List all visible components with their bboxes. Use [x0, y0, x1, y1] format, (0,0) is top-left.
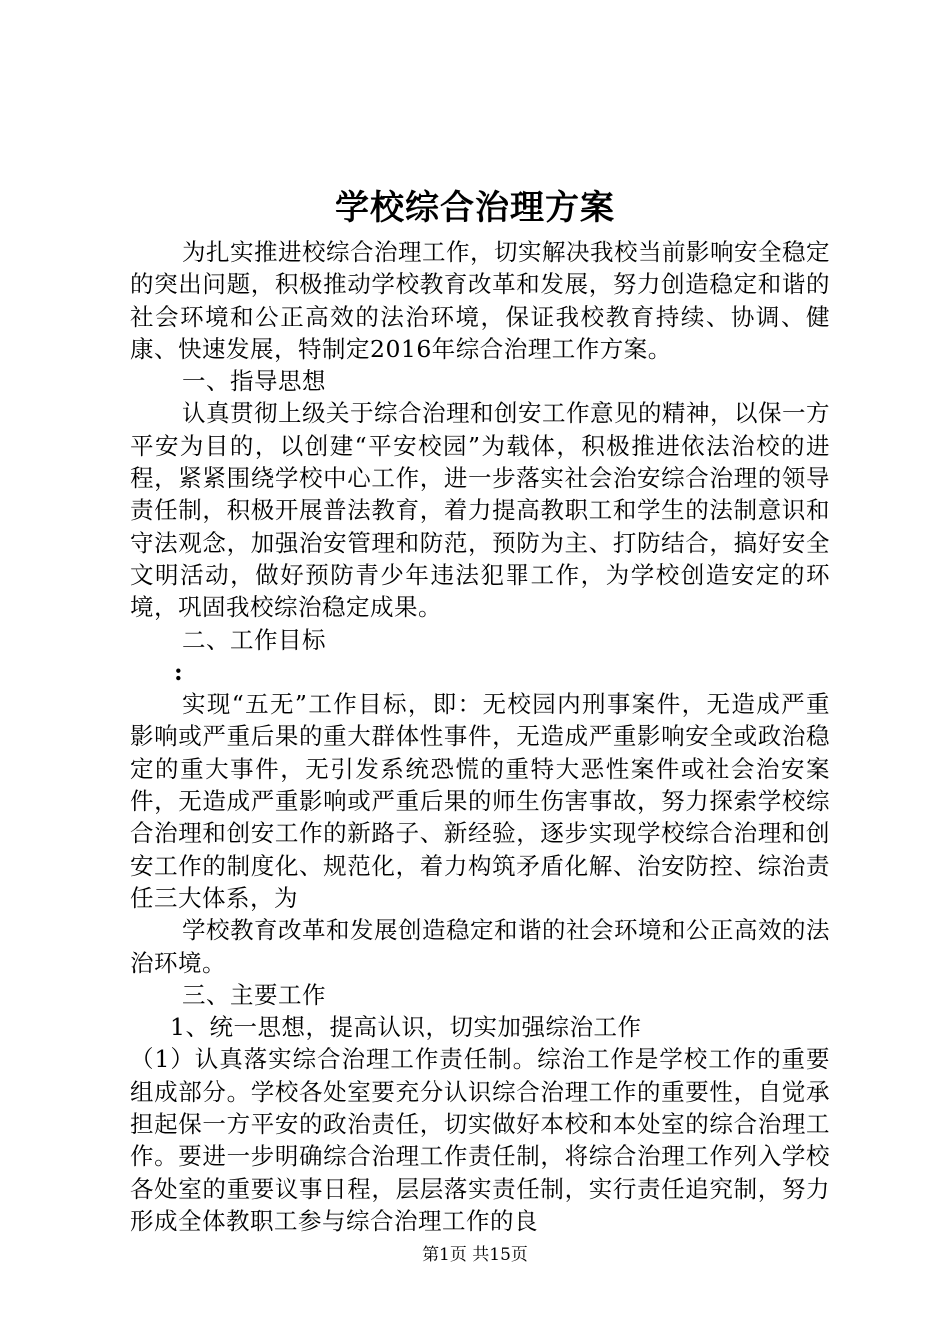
page-number: 第1页 共15页 — [422, 1245, 528, 1265]
section-heading-main-work: 三、主要工作 — [182, 980, 326, 1009]
intro-paragraph: 为扎实推进校综合治理工作，切实解决我校当前影响安全稳定的突出问题，积极推动学校教育改革和发展，努力创造稳定和谐的社会环境和公正高效的法治环境，保证我校教育持续、协调、健康、快速发展，特制定2016年综合治理工作方案。 — [130, 238, 830, 363]
section-heading-guiding-thought: 一、指导思想 — [182, 367, 326, 396]
guiding-thought-paragraph: 认真贯彻上级关于综合治理和创安工作意见的精神，以保一方平安为目的，以创建“平安校园”为载体，积极推进依法治校的进程，紧紧围绕学校中心工作，进一步落实社会治安综合治理的领导责任制，积极开展普法教育，着力提高教职工和学生的法制意识和守法观念，加强治安管理和防范，预防为主、打防结合，搞好安全文明活动，做好预防青少年违法犯罪工作，为学校创造安定的环境，巩固我校综治稳定成果。 — [130, 399, 830, 622]
section-heading-work-goals: 二、工作目标 — [182, 625, 326, 654]
subsection-heading-1: 1、统一思想，提高认识，切实加强综治工作 — [170, 1013, 642, 1042]
item-1-paragraph: （1）认真落实综合治理工作责任制。综治工作是学校工作的重要组成部分。学校各处室要充分认识综合治理工作的重要性，自觉承担起保一方平安的政治责任，切实做好本校和本处室的综合治理工作。要进一步明确综合治理工作责任制，将综合治理工作列入学校各处室的重要议事日程，层层落实责任制，实行责任追究制，努力形成全体教职工参与综合治理工作的良 — [130, 1045, 830, 1235]
colon-line: : — [174, 657, 184, 686]
page-title: 学校综合治理方案 — [335, 188, 615, 228]
work-goals-continuation: 学校教育改革和发展创造稳定和谐的社会环境和公正高效的法治环境。 — [130, 916, 830, 977]
document-body — [130, 236, 830, 1237]
work-goals-paragraph: 实现“五无”工作目标，即：无校园内刑事案件，无造成严重影响或严重后果的重大群体性事件，无造成严重影响安全或政治稳定的重大事件，无引发系统恐慌的重特大恶性案件或社会治安案件，无造成严重影响或严重后果的师生伤害事故，努力探索学校综合治理和创安工作的新路子、新经验，逐步实现学校综合治理和创安工作的制度化、规范化，着力构筑矛盾化解、治安防控、综治责任三大体系，为 — [130, 690, 830, 912]
